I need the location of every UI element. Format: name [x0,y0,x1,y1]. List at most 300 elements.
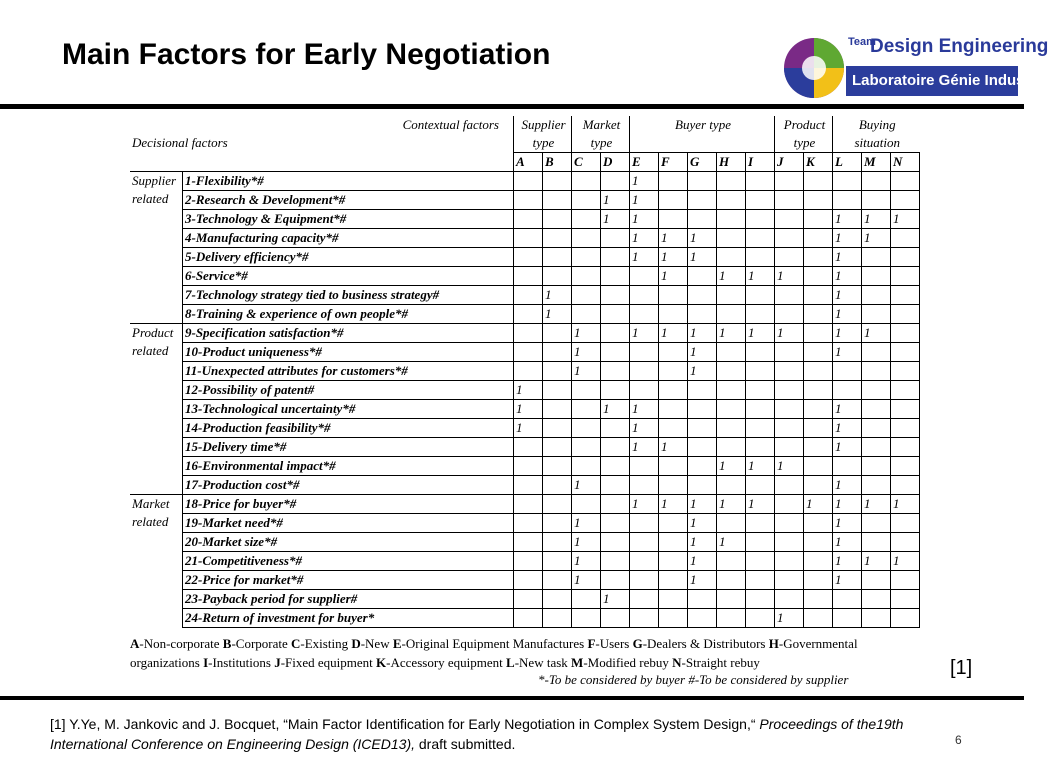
matrix-cell [543,514,572,533]
matrix-cell [543,343,572,362]
matrix-cell [862,267,891,286]
matrix-cell [891,362,920,381]
matrix-cell [775,533,804,552]
matrix-cell [775,590,804,609]
matrix-cell [775,400,804,419]
matrix-cell [804,552,833,571]
legend-description: -Users [595,636,633,651]
matrix-cell [601,324,630,343]
matrix-cell [514,476,543,495]
factor-table [130,116,920,628]
matrix-cell [717,191,746,210]
matrix-cell: 1 [659,324,688,343]
category-label: Market related [130,495,183,628]
matrix-cell [572,419,601,438]
legend-description: -Original Equipment Manufactures [401,636,588,651]
matrix-cell: 1 [601,191,630,210]
matrix-cell [862,590,891,609]
legend-description: -Non-corporate [139,636,223,651]
matrix-cell [514,514,543,533]
matrix-cell [775,229,804,248]
matrix-cell [688,286,717,305]
matrix-cell [601,286,630,305]
matrix-cell: 1 [572,552,601,571]
matrix-cell [804,229,833,248]
matrix-cell [630,457,659,476]
matrix-cell [717,305,746,324]
matrix-cell: 1 [717,533,746,552]
matrix-cell [543,609,572,628]
matrix-cell [717,476,746,495]
matrix-cell: 1 [688,324,717,343]
matrix-cell [659,286,688,305]
matrix-cell [833,590,862,609]
matrix-cell [688,305,717,324]
matrix-cell [804,362,833,381]
matrix-cell: 1 [775,267,804,286]
matrix-cell [543,229,572,248]
matrix-cell: 1 [630,248,659,267]
matrix-cell [775,552,804,571]
matrix-cell: 1 [833,400,862,419]
matrix-cell [746,248,775,267]
matrix-cell [543,552,572,571]
matrix-cell [543,400,572,419]
factor-name: 13-Technological uncertainty*# [183,400,514,419]
matrix-cell [601,343,630,362]
legend-key: N [672,655,682,670]
factor-name: 2-Research & Development*# [183,191,514,210]
matrix-cell [514,172,543,191]
matrix-cell [833,381,862,400]
matrix-cell [775,362,804,381]
matrix-cell [891,514,920,533]
matrix-cell [601,571,630,590]
matrix-cell: 1 [775,609,804,628]
matrix-cell: 1 [630,495,659,514]
column-letter: H [717,153,746,172]
bottom-divider [0,696,1024,700]
legend-description: -Dealers & Distributors [642,636,769,651]
matrix-cell: 1 [543,305,572,324]
matrix-cell: 1 [659,438,688,457]
matrix-cell [862,381,891,400]
legend-description: -Corporate [231,636,292,651]
matrix-cell: 1 [659,495,688,514]
blank-header-cell [130,153,514,172]
matrix-cell [717,172,746,191]
matrix-cell [514,210,543,229]
matrix-cell: 1 [630,324,659,343]
matrix-cell [630,609,659,628]
matrix-cell [775,191,804,210]
matrix-cell [746,286,775,305]
matrix-cell [688,172,717,191]
matrix-cell [862,305,891,324]
matrix-cell [717,381,746,400]
matrix-cell [833,172,862,191]
matrix-cell [746,191,775,210]
matrix-cell: 1 [688,552,717,571]
matrix-cell [659,172,688,191]
matrix-cell [572,438,601,457]
matrix-cell [746,400,775,419]
matrix-cell: 1 [833,533,862,552]
matrix-cell [717,343,746,362]
table-row [130,457,920,476]
matrix-cell [659,533,688,552]
matrix-cell: 1 [804,495,833,514]
matrix-cell: 1 [833,286,862,305]
column-letter: C [572,153,601,172]
legend-key: L [506,655,515,670]
matrix-cell [862,343,891,362]
matrix-cell: 1 [746,324,775,343]
matrix-cell [746,210,775,229]
table-row [130,286,920,305]
table-row [130,172,920,191]
matrix-cell: 1 [630,172,659,191]
matrix-cell [572,495,601,514]
matrix-cell [862,438,891,457]
matrix-cell [659,571,688,590]
matrix-cell: 1 [630,210,659,229]
legend-key: I [203,655,209,670]
factor-name: 19-Market need*# [183,514,514,533]
factor-name: 3-Technology & Equipment*# [183,210,514,229]
table-row [130,571,920,590]
factor-name: 15-Delivery time*# [183,438,514,457]
table-row [130,248,920,267]
matrix-cell [804,400,833,419]
factor-name: 14-Production feasibility*# [183,419,514,438]
matrix-cell [746,590,775,609]
factor-matrix [130,116,924,628]
matrix-cell [891,457,920,476]
matrix-cell [514,590,543,609]
matrix-cell [601,514,630,533]
matrix-cell [775,172,804,191]
matrix-cell [514,248,543,267]
matrix-cell [804,248,833,267]
matrix-cell: 1 [862,210,891,229]
matrix-cell [891,609,920,628]
reference-marker: [1] [950,657,973,679]
column-group-label: Buying situation [833,116,920,153]
matrix-cell: 1 [775,324,804,343]
matrix-cell [717,552,746,571]
matrix-cell: 1 [688,571,717,590]
matrix-cell: 1 [514,419,543,438]
matrix-cell: 1 [659,248,688,267]
matrix-cell [717,400,746,419]
matrix-cell [688,476,717,495]
legend-description: -Fixed equipment [280,655,377,670]
matrix-cell: 1 [833,267,862,286]
matrix-cell [862,400,891,419]
matrix-cell: 1 [833,476,862,495]
matrix-cell [659,590,688,609]
matrix-cell [746,381,775,400]
matrix-cell: 1 [572,476,601,495]
matrix-cell [717,514,746,533]
matrix-cell [717,609,746,628]
matrix-cell [543,476,572,495]
table-row [130,590,920,609]
column-letter: I [746,153,775,172]
matrix-cell [572,381,601,400]
legend-key: G [632,636,643,651]
matrix-cell: 1 [862,324,891,343]
matrix-cell: 1 [630,438,659,457]
matrix-cell [572,229,601,248]
matrix-cell: 1 [891,552,920,571]
table-row [130,210,920,229]
matrix-cell [746,438,775,457]
factor-name: 24-Return of investment for buyer* [183,609,514,628]
matrix-cell [601,609,630,628]
matrix-cell [543,248,572,267]
matrix-cell [514,324,543,343]
matrix-cell: 1 [833,343,862,362]
matrix-cell [630,514,659,533]
column-letter: A [514,153,543,172]
matrix-cell: 1 [572,362,601,381]
matrix-cell [746,476,775,495]
matrix-cell [630,476,659,495]
matrix-cell [543,590,572,609]
matrix-cell: 1 [572,514,601,533]
matrix-cell [746,609,775,628]
matrix-cell [572,457,601,476]
matrix-cell [659,343,688,362]
matrix-cell [746,305,775,324]
matrix-cell [630,286,659,305]
matrix-cell [630,305,659,324]
matrix-cell: 1 [659,229,688,248]
factor-name: 11-Unexpected attributes for customers*# [183,362,514,381]
table-row [130,514,920,533]
matrix-cell [891,286,920,305]
legend-key: K [376,655,387,670]
matrix-cell [775,495,804,514]
matrix-cell: 1 [572,324,601,343]
factor-name: 1-Flexibility*# [183,172,514,191]
matrix-cell [514,305,543,324]
matrix-cell [804,419,833,438]
legend [130,634,924,672]
column-letter: K [804,153,833,172]
legend-description: -New task [514,655,572,670]
page-number: 6 [955,733,962,747]
table-row [130,476,920,495]
matrix-cell [804,514,833,533]
matrix-cell [514,552,543,571]
matrix-cell [775,286,804,305]
matrix-cell: 1 [630,400,659,419]
factor-name: 6-Service*# [183,267,514,286]
matrix-cell [601,362,630,381]
matrix-cell [746,229,775,248]
matrix-cell [862,476,891,495]
matrix-cell: 1 [833,495,862,514]
factor-name: 21-Competitiveness*# [183,552,514,571]
table-row [130,191,920,210]
matrix-cell [804,476,833,495]
matrix-cell [804,609,833,628]
legend-description: -Modified rebuy [583,655,673,670]
matrix-cell [862,172,891,191]
matrix-cell [862,248,891,267]
matrix-cell [862,286,891,305]
matrix-cell [514,438,543,457]
matrix-cell [601,305,630,324]
matrix-cell: 1 [833,229,862,248]
matrix-cell [775,514,804,533]
matrix-cell [572,191,601,210]
matrix-cell: 1 [572,533,601,552]
matrix-cell [746,362,775,381]
matrix-cell [891,172,920,191]
matrix-cell: 1 [862,495,891,514]
matrix-cell [717,590,746,609]
matrix-cell [659,476,688,495]
matrix-cell [891,419,920,438]
matrix-cell [688,419,717,438]
matrix-cell [717,362,746,381]
matrix-cell [862,362,891,381]
matrix-cell [804,533,833,552]
matrix-cell [543,381,572,400]
table-row [130,362,920,381]
matrix-cell [804,457,833,476]
matrix-cell: 1 [891,495,920,514]
matrix-cell [572,286,601,305]
table-row [130,400,920,419]
matrix-cell [543,438,572,457]
column-letter-row [130,153,920,172]
matrix-cell [659,381,688,400]
table-row [130,324,920,343]
factor-name: 8-Training & experience of own people*# [183,305,514,324]
matrix-cell: 1 [630,229,659,248]
matrix-cell [543,210,572,229]
matrix-cell: 1 [862,229,891,248]
matrix-cell [659,514,688,533]
matrix-cell: 1 [833,552,862,571]
matrix-cell [543,191,572,210]
matrix-cell [775,438,804,457]
factor-name: 16-Environmental impact*# [183,457,514,476]
table-row [130,381,920,400]
matrix-cell [804,438,833,457]
matrix-cell [804,172,833,191]
column-group-label: Supplier type [514,116,572,153]
matrix-cell [775,305,804,324]
matrix-cell [804,191,833,210]
matrix-cell [514,343,543,362]
slide-title: Main Factors for Early Negotiation [62,38,551,71]
logo-team-text: Team [848,36,876,48]
factor-name: 9-Specification satisfaction*# [183,324,514,343]
matrix-cell [804,324,833,343]
matrix-cell [572,609,601,628]
matrix-cell [775,476,804,495]
matrix-cell [543,457,572,476]
matrix-cell [601,267,630,286]
factor-name: 7-Technology strategy tied to business strategy# [183,286,514,305]
factor-name: 12-Possibility of patent# [183,381,514,400]
matrix-cell [746,419,775,438]
globe-logo-icon [782,36,846,100]
matrix-cell: 1 [833,571,862,590]
matrix-cell: 1 [601,210,630,229]
matrix-cell [891,533,920,552]
legend-description: -Straight rebuy [681,655,760,670]
matrix-cell [659,191,688,210]
matrix-cell [688,400,717,419]
matrix-cell [601,476,630,495]
matrix-cell [601,419,630,438]
matrix-cell [804,343,833,362]
matrix-cell [688,457,717,476]
matrix-cell [543,495,572,514]
matrix-cell [717,248,746,267]
matrix-cell: 1 [746,457,775,476]
matrix-cell: 1 [572,343,601,362]
matrix-cell [862,533,891,552]
legend-key: C [291,636,301,651]
table-row [130,419,920,438]
table-row [130,343,920,362]
citation-venue: Proceedings of the19th International Conference on Engineering Design (ICED13), [50,716,904,752]
table-row [130,533,920,552]
matrix-cell [543,533,572,552]
legend-description: -Institutions [208,655,275,670]
column-group-label: Buyer type [630,116,775,153]
factor-name: 22-Price for market*# [183,571,514,590]
matrix-cell: 1 [717,457,746,476]
matrix-cell [891,191,920,210]
legend-description: -Governmental organizations [130,636,858,670]
matrix-cell [688,590,717,609]
matrix-cell [601,457,630,476]
matrix-cell [775,248,804,267]
matrix-cell [833,362,862,381]
matrix-cell [833,609,862,628]
matrix-cell [688,210,717,229]
matrix-cell [514,571,543,590]
matrix-cell: 1 [688,229,717,248]
matrix-cell [572,590,601,609]
matrix-cell [862,419,891,438]
table-row [130,267,920,286]
matrix-cell [746,552,775,571]
legend-key: M [571,655,584,670]
matrix-cell: 1 [833,248,862,267]
table-row [130,229,920,248]
column-letter: J [775,153,804,172]
matrix-cell [717,438,746,457]
matrix-cell: 1 [717,324,746,343]
column-letter: E [630,153,659,172]
matrix-cell [891,229,920,248]
matrix-cell [746,533,775,552]
matrix-cell [804,267,833,286]
matrix-cell [717,286,746,305]
matrix-cell [659,362,688,381]
matrix-cell [804,210,833,229]
